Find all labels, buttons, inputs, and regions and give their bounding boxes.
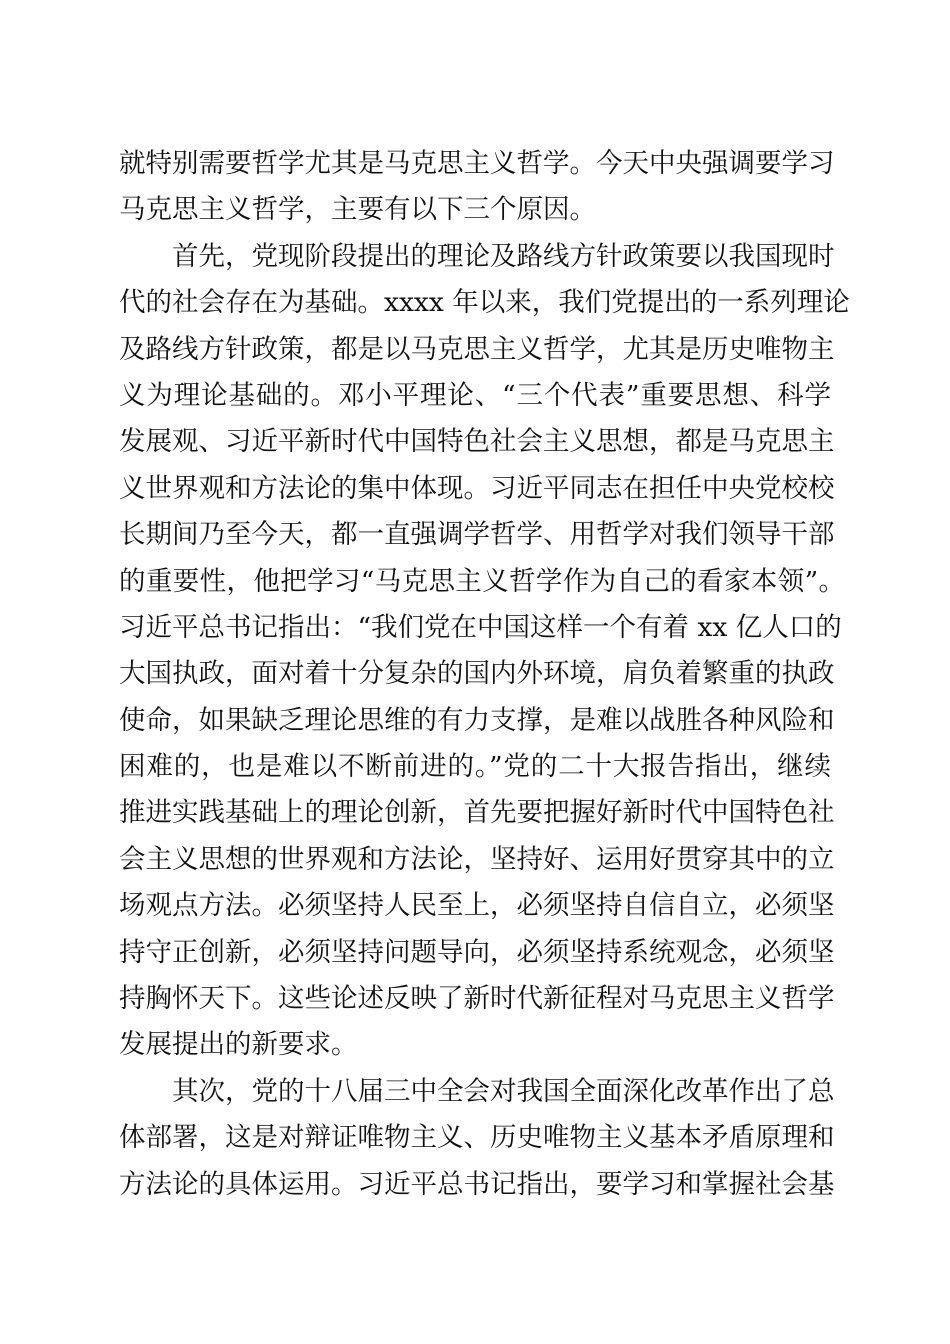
text-line: 义为理论基础的。邓小平理论、“三个代表”重要思想、科学 bbox=[119, 379, 831, 411]
paragraph-first-line: 首先，党现阶段提出的理论及路线方针政策要以我国现时 bbox=[172, 240, 835, 272]
text-line: 的重要性，他把学习“马克思主义哲学作为自己的看家本领”。 bbox=[119, 565, 845, 597]
text-line: 代的社会存在为基础。xxxx 年以来，我们党提出的一系列理论 bbox=[119, 287, 850, 319]
paragraph-end-line: 马克思主义哲学，主要有以下三个原因。 bbox=[119, 194, 596, 226]
text-line: 及路线方针政策，都是以马克思主义哲学，尤其是历史唯物主 bbox=[119, 333, 835, 365]
text-line: 推进实践基础上的理论创新，首先要把握好新时代中国特色社 bbox=[119, 797, 835, 829]
text-line: 发展观、习近平新时代中国特色社会主义思想，都是马克思主 bbox=[119, 426, 835, 458]
text-line: 方法论的具体运用。习近平总书记指出，要学习和掌握社会基 bbox=[119, 1168, 835, 1200]
text-line: 习近平总书记指出：“我们党在中国这样一个有着 xx 亿人口的 bbox=[119, 611, 842, 643]
text-line: 体部署，这是对辩证唯物主义、历史唯物主义基本矛盾原理和 bbox=[119, 1122, 835, 1154]
text-line: 义世界观和方法论的集中体现。习近平同志在担任中央党校校 bbox=[119, 472, 835, 504]
text-line: 大国执政，面对着十分复杂的国内外环境，肩负着繁重的执政 bbox=[119, 658, 835, 690]
text-line: 就特别需要哲学尤其是马克思主义哲学。今天中央强调要学习 bbox=[119, 148, 835, 179]
body-text bbox=[119, 141, 850, 1208]
paragraph-first-line: 其次，党的十八届三中全会对我国全面深化改革作出了总 bbox=[172, 1075, 835, 1107]
text-line: 持胸怀天下。这些论述反映了新时代新征程对马克思主义哲学 bbox=[119, 983, 835, 1015]
text-line: 困难的，也是难以不断前进的。”党的二十大报告指出，继续 bbox=[119, 751, 831, 783]
text-line: 使命，如果缺乏理论思维的有力支撑，是难以战胜各种风险和 bbox=[119, 704, 835, 736]
text-line: 场观点方法。必须坚持人民至上，必须坚持自信自立，必须坚 bbox=[119, 890, 835, 922]
text-line: 长期间乃至今天，都一直强调学哲学、用哲学对我们领导干部 bbox=[119, 519, 835, 551]
text-line: 持守正创新，必须坚持问题导向，必须坚持系统观念，必须坚 bbox=[119, 936, 835, 968]
text-line: 会主义思想的世界观和方法论，坚持好、运用好贯穿其中的立 bbox=[119, 843, 835, 875]
paragraph-end-line: 发展提出的新要求。 bbox=[119, 1029, 358, 1061]
